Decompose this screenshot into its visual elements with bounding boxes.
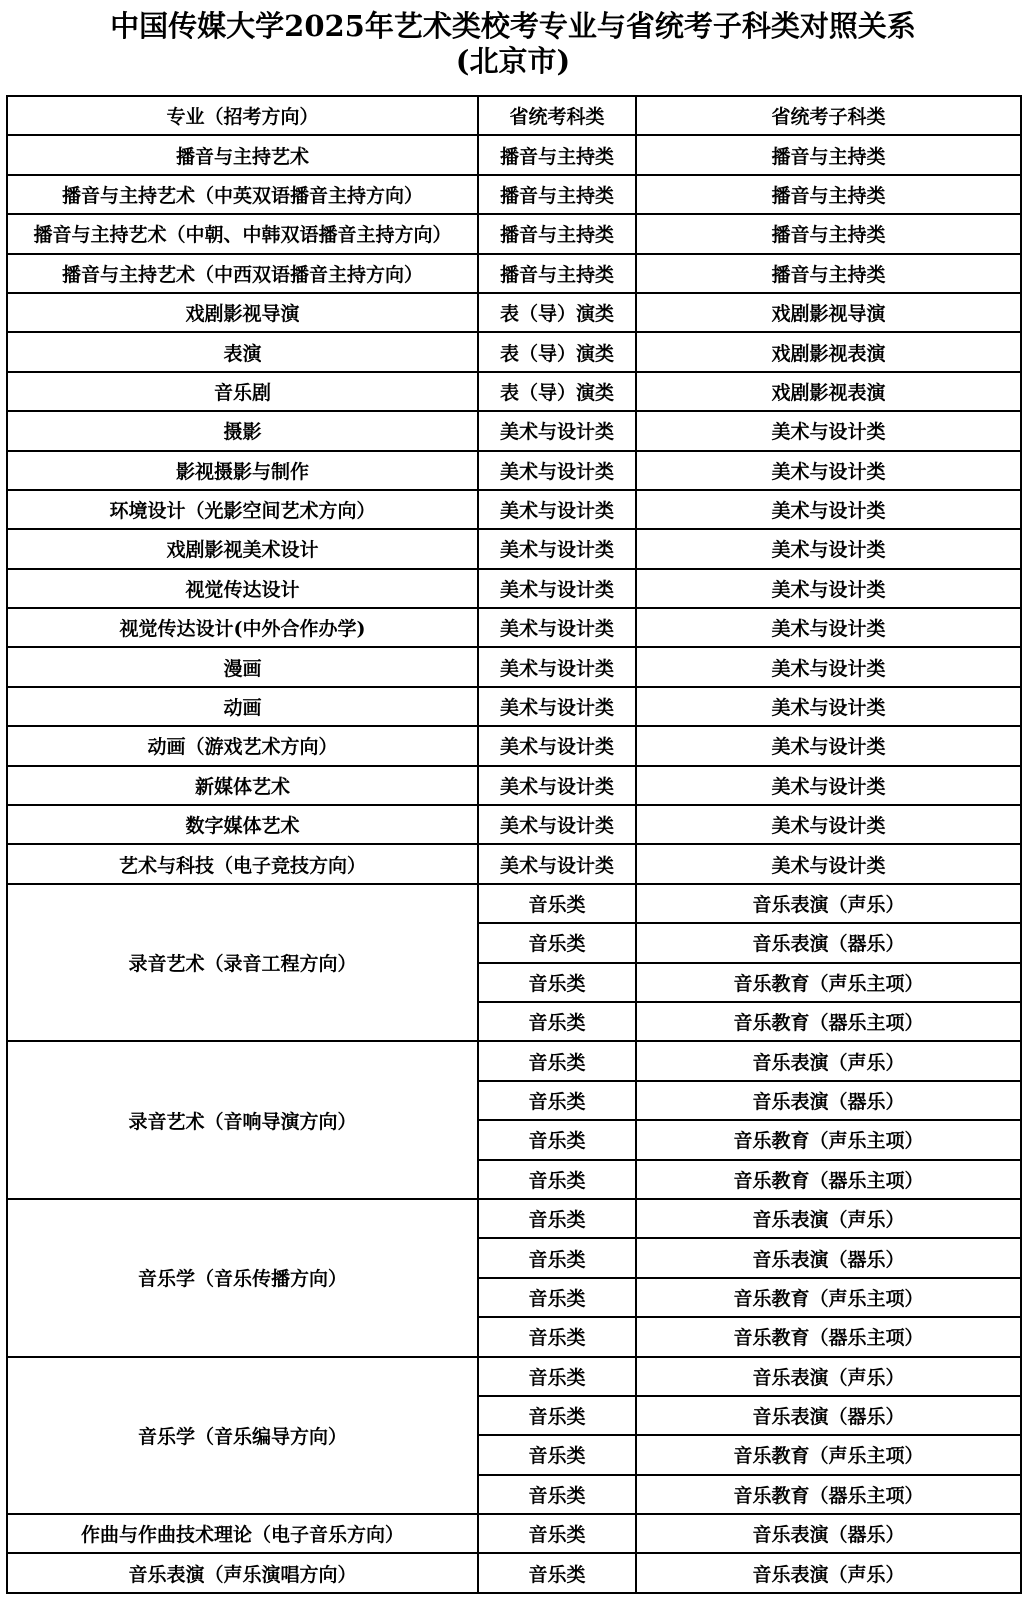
table-row [7,135,1021,174]
exam-subcategory-cell: 音乐表演（器乐） [636,1238,1021,1277]
exam-category-cell: 表（导）演类 [478,332,636,371]
header-exam-subcategory: 省统考子科类 [636,96,1021,135]
exam-subcategory-cell: 音乐教育（器乐主项） [636,1002,1021,1041]
exam-category-cell: 播音与主持类 [478,135,636,174]
table-row [7,254,1021,293]
table-row [7,372,1021,411]
exam-subcategory-cell: 播音与主持类 [636,135,1021,174]
exam-subcategory-cell: 音乐表演（器乐） [636,923,1021,962]
title-line-2: (北京市) [455,44,571,78]
table-row [7,451,1021,490]
major-cell: 动画（游戏艺术方向） [7,726,478,765]
exam-category-cell: 音乐类 [478,1160,636,1199]
exam-category-cell: 表（导）演类 [478,372,636,411]
major-cell: 艺术与科技（电子竞技方向） [7,844,478,883]
exam-subcategory-cell: 音乐表演（声乐） [636,1199,1021,1238]
exam-category-cell: 音乐类 [478,1357,636,1396]
exam-category-cell: 美术与设计类 [478,411,636,450]
table-row [7,214,1021,253]
table-row [7,411,1021,450]
exam-category-cell: 表（导）演类 [478,293,636,332]
exam-subcategory-cell: 美术与设计类 [636,569,1021,608]
exam-subcategory-cell: 美术与设计类 [636,844,1021,883]
exam-category-cell: 音乐类 [478,1317,636,1356]
table-row [7,844,1021,883]
exam-category-cell: 播音与主持类 [478,254,636,293]
exam-category-cell: 音乐类 [478,963,636,1002]
exam-category-cell: 音乐类 [478,1041,636,1080]
header-exam-category: 省统考科类 [478,96,636,135]
exam-subcategory-cell: 美术与设计类 [636,805,1021,844]
table-row [7,175,1021,214]
exam-subcategory-cell: 美术与设计类 [636,411,1021,450]
major-cell: 播音与主持艺术（中西双语播音主持方向） [7,254,478,293]
exam-category-cell: 播音与主持类 [478,175,636,214]
exam-subcategory-cell: 音乐表演（器乐） [636,1396,1021,1435]
table-row [7,1553,1021,1592]
header-major: 专业（招考方向） [7,96,478,135]
major-cell: 播音与主持艺术（中朝、中韩双语播音主持方向） [7,214,478,253]
exam-subcategory-cell: 音乐教育（器乐主项） [636,1317,1021,1356]
major-cell: 视觉传达设计 [7,569,478,608]
exam-subcategory-cell: 音乐表演（声乐） [636,884,1021,923]
exam-category-cell: 美术与设计类 [478,766,636,805]
major-cell: 戏剧影视美术设计 [7,529,478,568]
exam-category-cell: 美术与设计类 [478,490,636,529]
table-body [7,135,1021,1592]
exam-category-cell: 美术与设计类 [478,647,636,686]
major-cell: 影视摄影与制作 [7,451,478,490]
table-row [7,293,1021,332]
table-row [7,726,1021,765]
table-row [7,1199,1021,1238]
exam-subcategory-cell: 戏剧影视导演 [636,293,1021,332]
major-cell: 音乐学（音乐编导方向） [7,1357,478,1515]
table-row [7,1041,1021,1080]
exam-subcategory-cell: 美术与设计类 [636,687,1021,726]
exam-subcategory-cell: 播音与主持类 [636,254,1021,293]
table-row [7,332,1021,371]
major-cell: 播音与主持艺术（中英双语播音主持方向） [7,175,478,214]
major-cell: 表演 [7,332,478,371]
exam-category-cell: 音乐类 [478,1514,636,1553]
exam-subcategory-cell: 音乐教育（声乐主项） [636,963,1021,1002]
exam-subcategory-cell: 美术与设计类 [636,647,1021,686]
header-row [7,96,1021,135]
exam-subcategory-cell: 美术与设计类 [636,726,1021,765]
major-cell: 新媒体艺术 [7,766,478,805]
major-cell: 环境设计（光影空间艺术方向） [7,490,478,529]
major-cell: 数字媒体艺术 [7,805,478,844]
exam-subcategory-cell: 美术与设计类 [636,451,1021,490]
exam-subcategory-cell: 音乐表演（器乐） [636,1514,1021,1553]
exam-category-cell: 美术与设计类 [478,608,636,647]
exam-subcategory-cell: 播音与主持类 [636,175,1021,214]
exam-subcategory-cell: 音乐教育（声乐主项） [636,1120,1021,1159]
exam-subcategory-cell: 音乐教育（声乐主项） [636,1435,1021,1474]
major-cell: 漫画 [7,647,478,686]
exam-category-cell: 音乐类 [478,1278,636,1317]
exam-category-cell: 音乐类 [478,1081,636,1120]
table-row [7,884,1021,923]
exam-subcategory-cell: 音乐教育（器乐主项） [636,1160,1021,1199]
exam-category-cell: 美术与设计类 [478,529,636,568]
exam-category-cell: 播音与主持类 [478,214,636,253]
exam-category-cell: 音乐类 [478,1396,636,1435]
exam-subcategory-cell: 美术与设计类 [636,608,1021,647]
title-line-1: 中国传媒大学2025年艺术类校考专业与省统考子科类对照关系 [110,9,916,43]
table-row [7,1357,1021,1396]
major-cell: 录音艺术（录音工程方向） [7,884,478,1042]
major-cell: 动画 [7,687,478,726]
exam-category-cell: 美术与设计类 [478,687,636,726]
exam-subcategory-cell: 美术与设计类 [636,490,1021,529]
exam-category-cell: 音乐类 [478,884,636,923]
major-cell: 视觉传达设计(中外合作办学) [7,608,478,647]
major-cell: 摄影 [7,411,478,450]
table-row [7,569,1021,608]
exam-category-cell: 美术与设计类 [478,451,636,490]
exam-subcategory-cell: 音乐表演（声乐） [636,1357,1021,1396]
exam-category-cell: 音乐类 [478,1475,636,1514]
major-cell: 播音与主持艺术 [7,135,478,174]
exam-category-cell: 音乐类 [478,923,636,962]
exam-subcategory-cell: 美术与设计类 [636,766,1021,805]
table-row [7,766,1021,805]
exam-category-cell: 音乐类 [478,1120,636,1159]
table-row [7,647,1021,686]
exam-subcategory-cell: 音乐表演（器乐） [636,1081,1021,1120]
table-row [7,1514,1021,1553]
major-cell: 音乐表演（声乐演唱方向） [7,1553,478,1592]
exam-category-cell: 音乐类 [478,1553,636,1592]
exam-subcategory-cell: 音乐表演（声乐） [636,1553,1021,1592]
exam-subcategory-cell: 音乐教育（声乐主项） [636,1278,1021,1317]
exam-category-cell: 音乐类 [478,1199,636,1238]
document-title [0,0,1026,86]
exam-subcategory-cell: 播音与主持类 [636,214,1021,253]
exam-subcategory-cell: 美术与设计类 [636,529,1021,568]
table-row [7,529,1021,568]
major-cell: 音乐学（音乐传播方向） [7,1199,478,1357]
major-cell: 作曲与作曲技术理论（电子音乐方向） [7,1514,478,1553]
exam-category-cell: 音乐类 [478,1002,636,1041]
table-row [7,490,1021,529]
table-row [7,608,1021,647]
table-row [7,805,1021,844]
exam-category-cell: 美术与设计类 [478,844,636,883]
major-cell: 戏剧影视导演 [7,293,478,332]
exam-subcategory-cell: 音乐表演（声乐） [636,1041,1021,1080]
exam-subcategory-cell: 音乐教育（器乐主项） [636,1475,1021,1514]
major-cell: 音乐剧 [7,372,478,411]
major-mapping-table [6,95,1022,1594]
exam-subcategory-cell: 戏剧影视表演 [636,372,1021,411]
exam-category-cell: 美术与设计类 [478,805,636,844]
exam-category-cell: 美术与设计类 [478,726,636,765]
major-cell: 录音艺术（音响导演方向） [7,1041,478,1199]
exam-category-cell: 美术与设计类 [478,569,636,608]
table-row [7,687,1021,726]
exam-category-cell: 音乐类 [478,1435,636,1474]
exam-subcategory-cell: 戏剧影视表演 [636,332,1021,371]
exam-category-cell: 音乐类 [478,1238,636,1277]
